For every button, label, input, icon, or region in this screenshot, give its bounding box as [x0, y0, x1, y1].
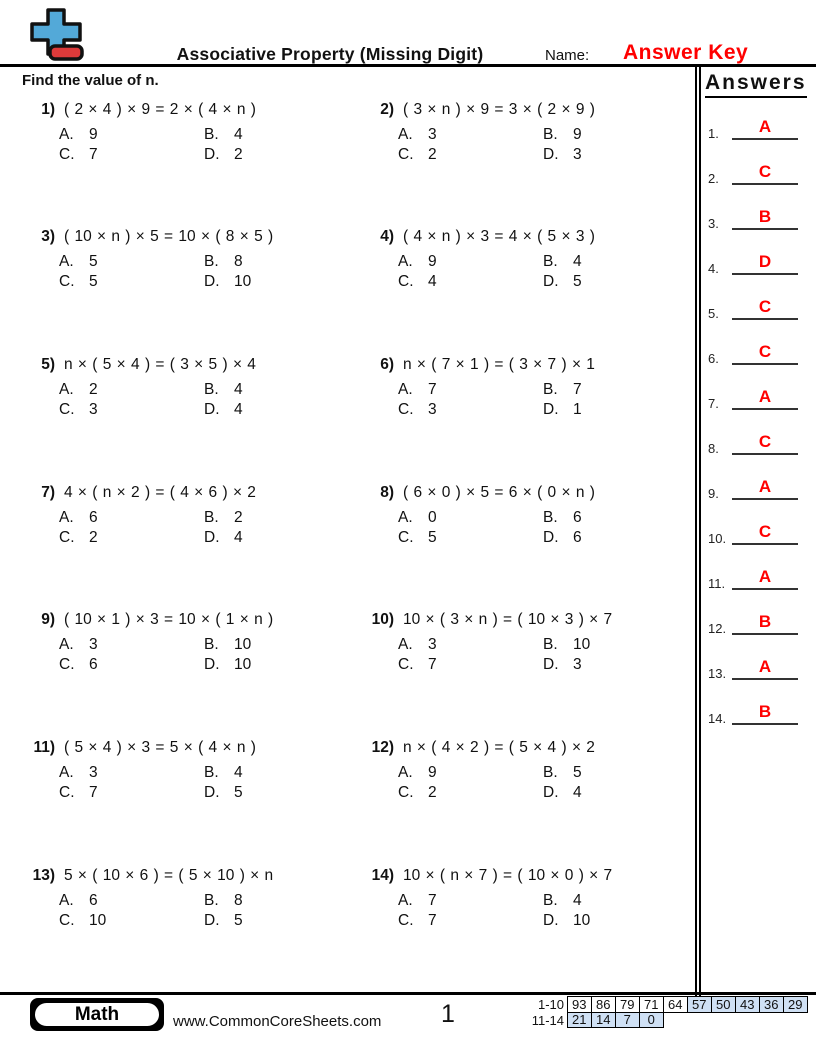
answer-number: 14.: [708, 711, 727, 726]
question-number: 5): [41, 356, 55, 373]
choice-value: 6: [89, 509, 98, 526]
answer-letter: D: [758, 252, 772, 271]
choice-value: 5: [234, 783, 243, 801]
choice-label: A.: [398, 509, 413, 526]
choice-value: 4: [234, 764, 243, 781]
choice-value: 5: [234, 911, 243, 929]
question-equation: ( 2 × 4 ) × 9 = 2 × ( 4 × n ): [64, 101, 256, 118]
choice-value: 5: [573, 272, 582, 290]
score-row: [520, 996, 808, 1013]
choice-value: 5: [89, 272, 98, 290]
choice-value: 7: [573, 381, 582, 398]
question-number: 1): [41, 101, 55, 118]
choice-label: B.: [543, 892, 558, 909]
answer-blank-line: [732, 453, 798, 455]
choice-value: 6: [89, 892, 98, 909]
choice-label: C.: [398, 272, 414, 290]
choice-label: A.: [59, 381, 74, 398]
question-number: 4): [380, 228, 394, 245]
choice-label: B.: [543, 509, 558, 526]
choice-value: 7: [428, 381, 437, 398]
question-number: 14): [371, 867, 394, 884]
choice-label: B.: [543, 764, 558, 781]
answer-letter: A: [758, 567, 772, 586]
answer-number: 2.: [708, 171, 719, 186]
answer-number: 7.: [708, 396, 719, 411]
question-equation: n × ( 4 × 2 ) = ( 5 × 4 ) × 2: [403, 739, 595, 756]
choice-label: D.: [204, 145, 220, 163]
choice-value: 2: [234, 145, 243, 163]
answer-number: 4.: [708, 261, 719, 276]
choice-value: 2: [89, 381, 98, 398]
choice-value: 9: [428, 764, 437, 781]
choice-value: 3: [428, 400, 437, 418]
answer-number: 12.: [708, 621, 727, 636]
choice-value: 0: [428, 509, 437, 526]
choice-value: 2: [89, 528, 98, 546]
answer-item: [708, 337, 800, 369]
answer-number: 8.: [708, 441, 719, 456]
answer-blank-line: [732, 678, 798, 680]
choice-value: 3: [428, 636, 437, 653]
choice-value: 4: [234, 400, 243, 418]
choice-label: D.: [543, 911, 559, 929]
answer-blank-line: [732, 723, 798, 725]
answer-item: [708, 517, 800, 549]
score-range-label: 1-10: [537, 997, 564, 1012]
choice-label: C.: [398, 145, 414, 163]
choice-label: C.: [59, 400, 75, 418]
score-cell: 50: [711, 996, 737, 1013]
choice-value: 5: [573, 764, 582, 781]
choice-value: 4: [573, 892, 582, 909]
choice-value: 2: [234, 509, 243, 526]
choice-value: 2: [428, 145, 437, 163]
choice-label: D.: [543, 528, 559, 546]
choice-label: C.: [59, 783, 75, 801]
instructions-text: Find the value of n.: [22, 72, 159, 89]
choice-label: B.: [204, 764, 219, 781]
question-number: 6): [380, 356, 394, 373]
choice-value: 10: [234, 636, 252, 653]
answer-blank-line: [732, 183, 798, 185]
grading-table: [520, 996, 808, 1029]
answer-blank-line: [732, 138, 798, 140]
question-equation: 5 × ( 10 × 6 ) = ( 5 × 10 ) × n: [64, 867, 274, 884]
choice-label: A.: [398, 764, 413, 781]
score-cell: 21: [567, 1012, 593, 1029]
question-number: 8): [380, 484, 394, 501]
choice-label: C.: [59, 655, 75, 673]
answer-item: [708, 112, 800, 144]
choice-value: 10: [573, 911, 591, 929]
choice-value: 8: [234, 892, 243, 909]
choice-value: 9: [573, 126, 582, 143]
choice-label: B.: [543, 636, 558, 653]
answer-number: 13.: [708, 666, 727, 681]
answer-letter: C: [758, 342, 772, 361]
choice-label: B.: [204, 381, 219, 398]
answer-blank-line: [732, 408, 798, 410]
choice-value: 3: [428, 126, 437, 143]
choice-label: A.: [398, 381, 413, 398]
subject-badge: [30, 998, 164, 1031]
question-equation: ( 5 × 4 ) × 3 = 5 × ( 4 × n ): [64, 739, 256, 756]
score-range-label: 11-14: [531, 1012, 564, 1028]
answer-letter: C: [758, 522, 772, 541]
name-label: Name:: [545, 47, 590, 64]
choice-label: D.: [543, 145, 559, 163]
question-number: 3): [41, 228, 55, 245]
choice-label: B.: [204, 253, 219, 270]
question-equation: ( 10 × 1 ) × 3 = 10 × ( 1 × n ): [64, 611, 274, 628]
question-number: 10): [371, 611, 394, 628]
choice-value: 7: [89, 145, 98, 163]
choice-label: C.: [59, 528, 75, 546]
answer-number: 1.: [708, 126, 719, 141]
page-number: 1: [441, 1000, 455, 1028]
score-cell: 57: [687, 996, 713, 1013]
choice-value: 10: [573, 636, 591, 653]
choice-label: B.: [204, 892, 219, 909]
answer-number: 9.: [708, 486, 719, 501]
choice-value: 1: [573, 400, 582, 418]
answer-number: 5.: [708, 306, 719, 321]
choice-label: D.: [543, 655, 559, 673]
choice-value: 5: [428, 528, 437, 546]
choice-label: B.: [543, 126, 558, 143]
choice-value: 8: [234, 253, 243, 270]
choice-value: 7: [428, 911, 437, 929]
choice-value: 4: [428, 272, 437, 290]
page-title: Associative Property (Missing Digit): [176, 44, 484, 64]
answer-item: [708, 562, 800, 594]
question-equation: 10 × ( n × 7 ) = ( 10 × 0 ) × 7: [403, 867, 613, 884]
answer-letter: A: [758, 657, 772, 676]
choice-label: D.: [204, 655, 220, 673]
question-equation: 10 × ( 3 × n ) = ( 10 × 3 ) × 7: [403, 611, 613, 628]
question-equation: ( 6 × 0 ) × 5 = 6 × ( 0 × n ): [403, 484, 595, 501]
choice-label: D.: [204, 528, 220, 546]
answer-item: [708, 202, 800, 234]
answer-letter: B: [758, 207, 772, 226]
choice-label: C.: [59, 272, 75, 290]
choice-label: B.: [204, 126, 219, 143]
choice-value: 10: [234, 272, 252, 290]
choice-label: D.: [204, 911, 220, 929]
choice-value: 3: [89, 636, 98, 653]
choice-label: B.: [204, 509, 219, 526]
answer-blank-line: [732, 633, 798, 635]
choice-value: 10: [234, 655, 252, 673]
score-cell: 79: [615, 996, 641, 1013]
choice-value: 4: [573, 783, 582, 801]
choice-label: A.: [398, 126, 413, 143]
answer-blank-line: [732, 498, 798, 500]
choice-value: 6: [89, 655, 98, 673]
choice-label: A.: [59, 892, 74, 909]
question-equation: ( 3 × n ) × 9 = 3 × ( 2 × 9 ): [403, 101, 595, 118]
answer-item: [708, 652, 800, 684]
score-cell: 64: [663, 996, 689, 1013]
answers-title: Answers: [705, 71, 807, 98]
score-cell: 36: [759, 996, 785, 1013]
answer-item: [708, 607, 800, 639]
choice-value: 3: [573, 145, 582, 163]
answer-number: 11.: [708, 576, 726, 591]
answer-letter: A: [758, 477, 772, 496]
choice-value: 3: [89, 400, 98, 418]
choice-label: A.: [59, 126, 74, 143]
question-equation: n × ( 5 × 4 ) = ( 3 × 5 ) × 4: [64, 356, 256, 373]
choice-label: C.: [59, 145, 75, 163]
choice-value: 10: [89, 911, 107, 929]
choice-value: 7: [428, 655, 437, 673]
choice-label: D.: [543, 400, 559, 418]
choice-value: 7: [428, 892, 437, 909]
answer-number: 3.: [708, 216, 719, 231]
question-number: 2): [380, 101, 394, 118]
choice-value: 6: [573, 509, 582, 526]
score-cell: 14: [591, 1012, 617, 1029]
subject-label: Math: [33, 1001, 161, 1028]
score-cell: 43: [735, 996, 761, 1013]
question-equation: ( 4 × n ) × 3 = 4 × ( 5 × 3 ): [403, 228, 595, 245]
choice-label: A.: [59, 764, 74, 781]
question-equation: 4 × ( n × 2 ) = ( 4 × 6 ) × 2: [64, 484, 256, 501]
choice-label: D.: [204, 400, 220, 418]
choice-label: B.: [204, 636, 219, 653]
answer-item: [708, 157, 800, 189]
website-url: www.CommonCoreSheets.com: [173, 1013, 382, 1030]
answer-blank-line: [732, 318, 798, 320]
choice-value: 5: [89, 253, 98, 270]
question-number: 9): [41, 611, 55, 628]
answer-blank-line: [732, 543, 798, 545]
answer-key-label: Answer Key: [623, 41, 749, 64]
choice-label: C.: [398, 655, 414, 673]
choice-value: 9: [89, 126, 98, 143]
answer-item: [708, 472, 800, 504]
score-cell: 93: [567, 996, 593, 1013]
choice-label: B.: [543, 253, 558, 270]
score-cell: 0: [639, 1012, 665, 1029]
answer-blank-line: [732, 588, 798, 590]
answer-letter: B: [758, 612, 772, 631]
choice-value: 2: [428, 783, 437, 801]
footer-divider: [0, 992, 816, 995]
choice-value: 7: [89, 783, 98, 801]
choice-label: C.: [59, 911, 75, 929]
question-equation: n × ( 7 × 1 ) = ( 3 × 7 ) × 1: [403, 356, 595, 373]
choice-value: 6: [573, 528, 582, 546]
choice-label: A.: [59, 253, 74, 270]
choice-label: D.: [543, 783, 559, 801]
answer-blank-line: [732, 363, 798, 365]
question-number: 11): [33, 739, 55, 756]
question-equation: ( 10 × n ) × 5 = 10 × ( 8 × 5 ): [64, 228, 274, 245]
choice-label: C.: [398, 528, 414, 546]
answer-letter: A: [758, 387, 772, 406]
choice-value: 4: [234, 126, 243, 143]
answer-letter: C: [758, 432, 772, 451]
answer-letter: C: [758, 162, 772, 181]
answer-number: 10.: [708, 531, 727, 546]
answer-blank-line: [732, 228, 798, 230]
choice-value: 3: [573, 655, 582, 673]
answer-item: [708, 292, 800, 324]
score-row: [520, 1012, 808, 1029]
answer-item: [708, 427, 800, 459]
score-cell: 7: [615, 1012, 641, 1029]
choice-value: 4: [234, 528, 243, 546]
answer-blank-line: [732, 273, 798, 275]
choice-label: D.: [204, 272, 220, 290]
choice-label: A.: [59, 636, 74, 653]
choice-label: C.: [398, 783, 414, 801]
choice-label: A.: [59, 509, 74, 526]
score-cell: 86: [591, 996, 617, 1013]
choice-label: A.: [398, 253, 413, 270]
question-number: 12): [371, 739, 394, 756]
choice-value: 4: [573, 253, 582, 270]
choice-label: A.: [398, 636, 413, 653]
question-number: 7): [41, 484, 55, 501]
answer-letter: A: [758, 117, 772, 136]
answer-letter: C: [758, 297, 772, 316]
answer-item: [708, 382, 800, 414]
answer-letter: B: [758, 702, 772, 721]
choice-label: C.: [398, 400, 414, 418]
choice-label: D.: [543, 272, 559, 290]
choice-label: B.: [543, 381, 558, 398]
choice-value: 4: [234, 381, 243, 398]
score-cell: 71: [639, 996, 665, 1013]
question-number: 13): [32, 867, 55, 884]
choice-label: C.: [398, 911, 414, 929]
choice-label: D.: [204, 783, 220, 801]
answer-item: [708, 697, 800, 729]
choice-value: 9: [428, 253, 437, 270]
score-cell: 29: [783, 996, 809, 1013]
choice-value: 3: [89, 764, 98, 781]
answer-item: [708, 247, 800, 279]
choice-label: A.: [398, 892, 413, 909]
answer-number: 6.: [708, 351, 719, 366]
